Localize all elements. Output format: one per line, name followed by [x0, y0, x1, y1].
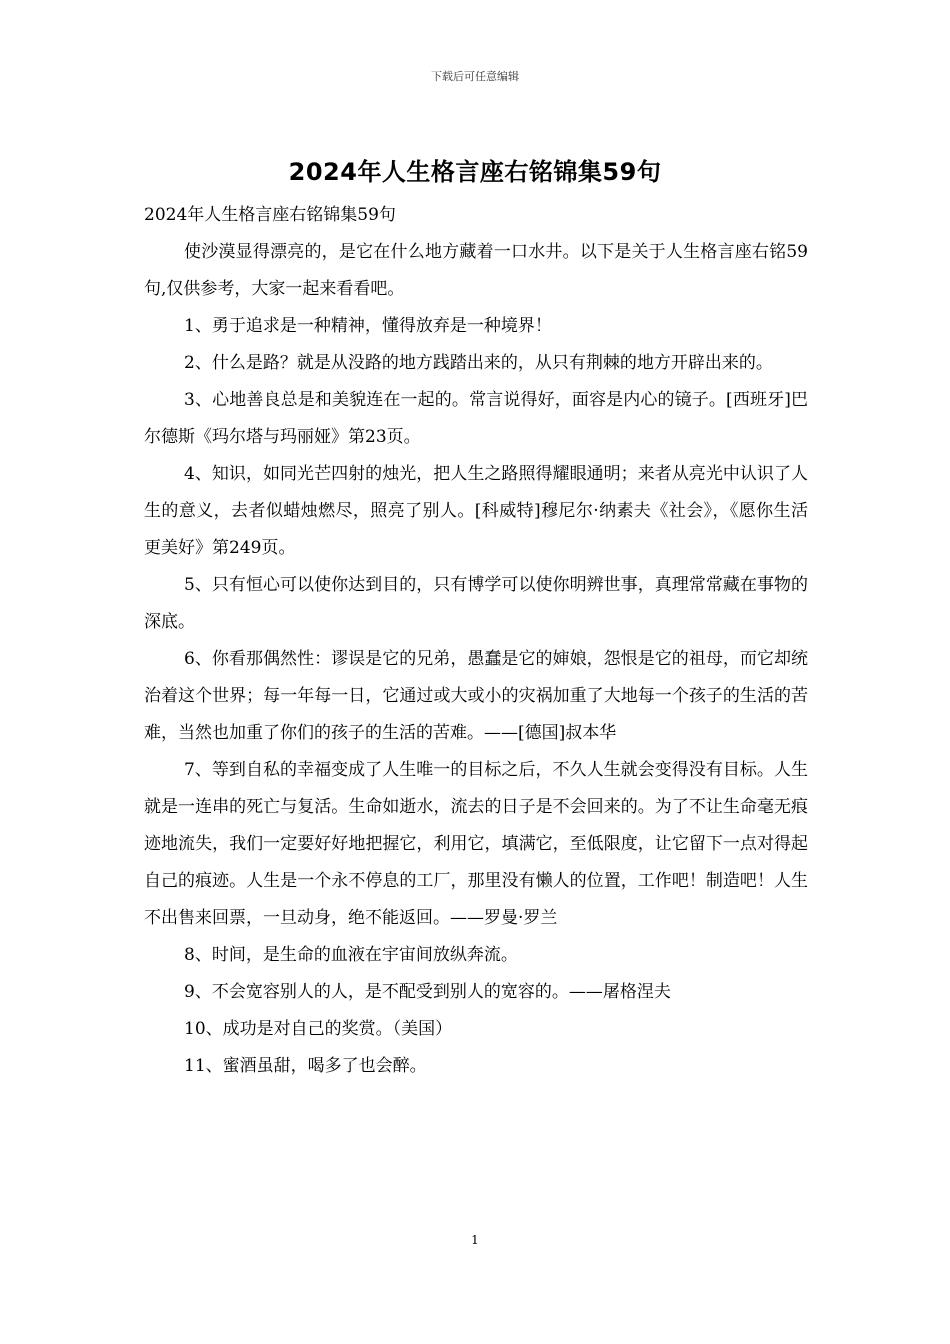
subtitle-line: 2024年人生格言座右铭锦集59句 [144, 205, 396, 225]
paragraph-quote-7: 7、等到自私的幸福变成了人生唯一的目标之后，不久人生就会变得没有目标。人生就是一连串的死亡与复活。生命如逝水，流去的日子是不会回来的。为了不让生命毫无痕迹地流失，我们一定要好好地把握它，利用它，填满它，至低限度，让它留下一点对得起自己的痕迹。人生是一个永不停息的工厂，那里没有懒人的位置，工作吧！制造吧！人生不出售来回票，一旦动身，绝不能返回。——罗曼·罗兰 [144, 760, 808, 928]
paragraph-quote-10: 10、成功是对自己的奖赏。（美国） [184, 1019, 453, 1039]
paragraph-quote-1: 1、勇于追求是一种精神，懂得放弃是一种境界！ [184, 316, 552, 336]
paragraph-quote-9: 9、不会宽容别人的人，是不配受到别人的宽容的。——屠格涅夫 [184, 982, 671, 1002]
paragraph-intro: 使沙漠显得漂亮的，是它在什么地方藏着一口水井。以下是关于人生格言座右铭59句,仅供参考，大家一起来看看吧。 [144, 242, 808, 299]
paragraph-quote-6: 6、你看那偶然性：谬误是它的兄弟，愚蠢是它的婶娘，怨恨是它的祖母，而它却统治着这个世界；每一年每一日，它通过或大或小的灾祸加重了大地每一个孩子的生活的苦难，当然也加重了你们的孩子的生活的苦难。——[德国]叔本华 [144, 649, 808, 743]
paragraph-quote-11: 11、蜜酒虽甜，喝多了也会醉。 [184, 1056, 427, 1076]
header-note: 下载后可任意编辑 [431, 70, 519, 83]
paragraph-quote-2: 2、什么是路？就是从没路的地方践踏出来的，从只有荆棘的地方开辟出来的。 [184, 353, 773, 373]
paragraph-quote-4: 4、知识，如同光芒四射的烛光，把人生之路照得耀眼通明；来者从亮光中认识了人生的意义，去者似蜡烛燃尽，照亮了别人。[科威特]穆尼尔·纳素夫《社会》，《愿你生活更美好》第249页。 [144, 464, 808, 558]
paragraph-quote-8: 8、时间，是生命的血液在宇宙间放纵奔流。 [184, 945, 518, 965]
paragraph-quote-3: 3、心地善良总是和美貌连在一起的。常言说得好，面容是内心的镜子。[西班牙]巴尔德斯《玛尔塔与玛丽娅》第23页。 [144, 390, 808, 447]
document-title: 2024年人生格言座右铭锦集59句 [288, 158, 662, 186]
paragraph-quote-5: 5、只有恒心可以使你达到目的，只有博学可以使你明辨世事，真理常常藏在事物的深底。 [144, 575, 808, 632]
document-body [144, 197, 808, 1085]
page-number: 1 [471, 1233, 479, 1247]
